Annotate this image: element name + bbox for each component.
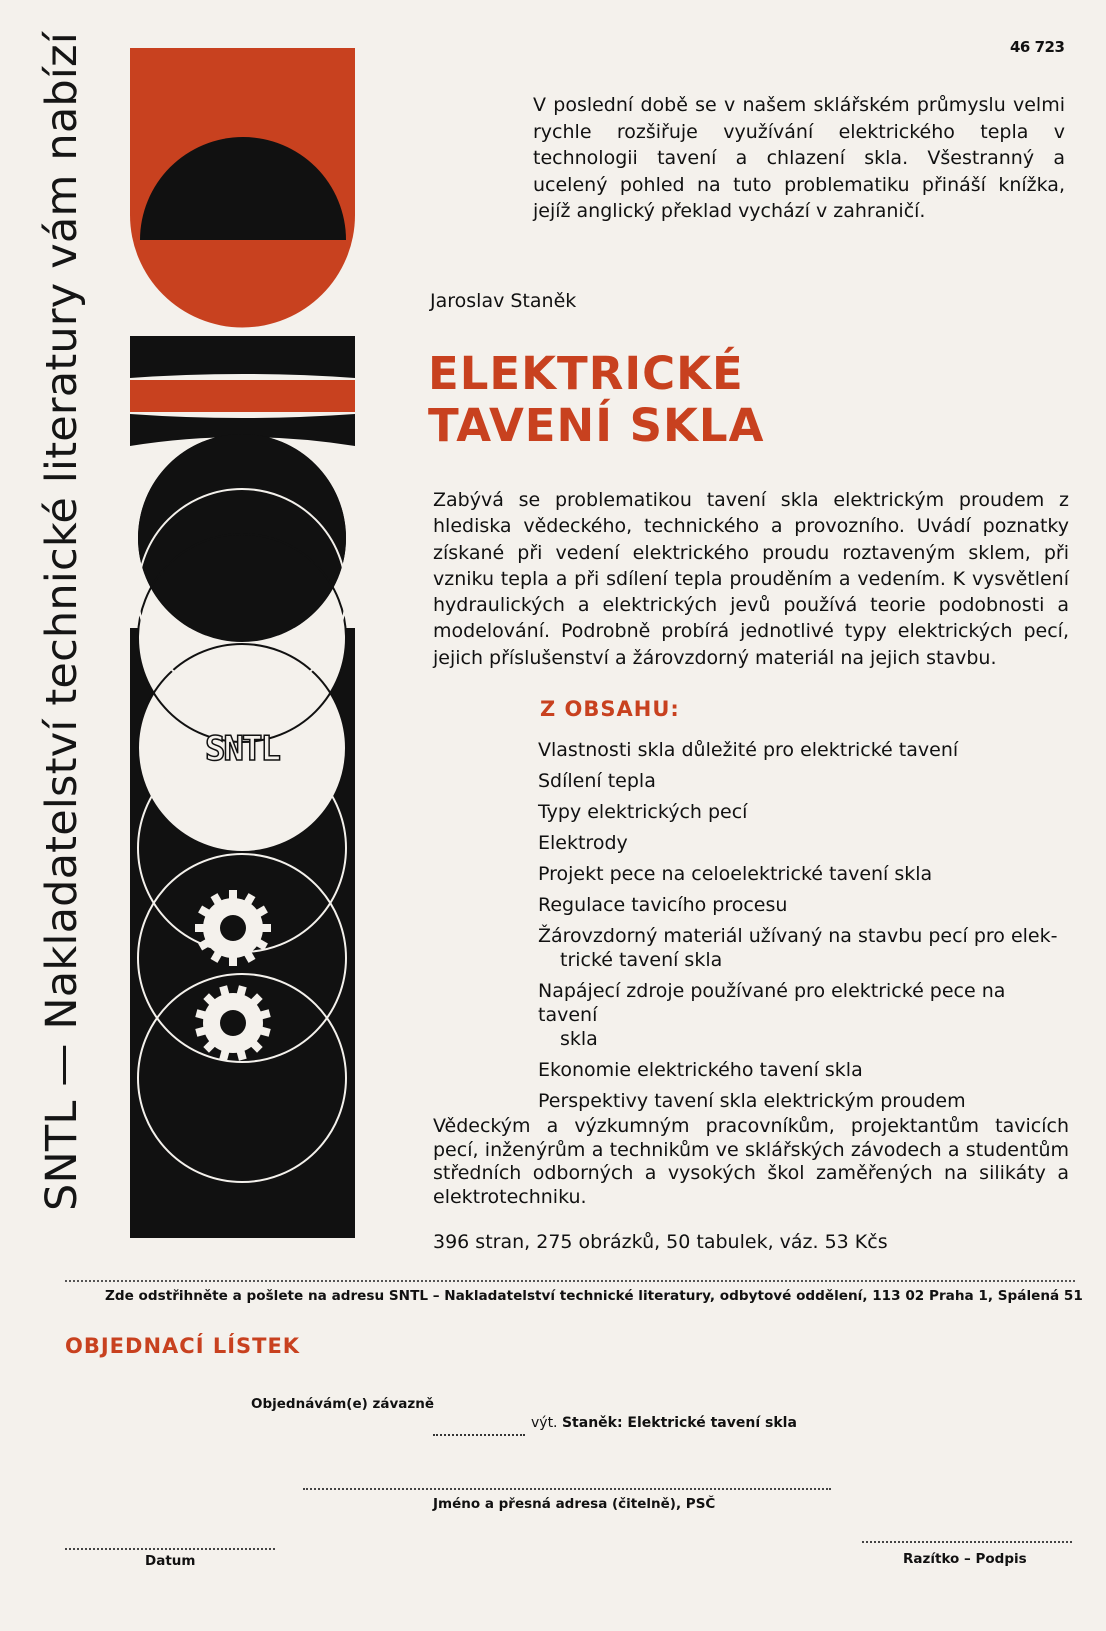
- contents-list: [538, 738, 1070, 1120]
- page-number: 46 723: [1010, 38, 1065, 56]
- signature-label: Razítko – Podpis: [903, 1551, 1027, 1567]
- name-address-label: Jméno a přesná adresa (čitelně), PSČ: [433, 1496, 716, 1512]
- intro-paragraph: V poslední době se v našem sklářském průmyslu velmi rychle rozšiřuje využívání elektrického tepla v technologii tavení a chlazení skla. Všestranný a ucelený pohled na tuto problematiku přináší knížka, jejíž anglický překlad vychází v zahraničí.: [533, 94, 1065, 222]
- book-info: 396 stran, 275 obrázků, 50 tabulek, váz. 53 Kčs: [433, 1231, 888, 1253]
- date-label: Datum: [145, 1553, 196, 1569]
- list-item: Sdílení tepla: [538, 770, 656, 792]
- list-item: Napájecí zdroje používané pro elektrické pece na tavení skla: [538, 980, 1006, 1050]
- side-banner: SNTL — Nakladatelství technické literatury vám nabízí: [37, 32, 87, 1211]
- book-description: Zabývá se problematikou tavení skla elektrickým proudem z hlediska vědeckého, technického a provozního. Uvádí poznatky získané při vedení elektrického proudu roztaveným sklem, při vzniku tepla a při sdílení tepla prouděním a vedením. K vysvětlení hydraulických a elektrických jevů používá teorie podobnosti a modelování. Podrobně probírá jednotlivé typy elektrických pecí, jejich příslušenství a žárovzdorný materiál na jejich stavbu.: [433, 489, 1069, 669]
- order-item: [531, 1415, 797, 1431]
- list-item: Vlastnosti skla důležité pro elektrické tavení: [538, 739, 959, 761]
- cut-instruction: Zde odstřihněte a pošlete na adresu SNTL – Nakladatelství technické literatury, odbytové oddělení, 113 02 Praha 1, Spálená 51: [105, 1288, 1083, 1304]
- list-item: Žárovzdorný materiál užívaný na stavbu pecí pro elek- trické tavení skla: [538, 925, 1058, 971]
- book-title: [428, 348, 1028, 452]
- list-item: Typy elektrických pecí: [538, 801, 748, 823]
- signature-field[interactable]: [862, 1541, 1072, 1543]
- orange-bar: [130, 380, 355, 412]
- name-address-field[interactable]: [303, 1488, 831, 1490]
- list-item: Elektrody: [538, 832, 628, 854]
- cover-artwork: [130, 48, 355, 1238]
- contents-heading: Z OBSAHU:: [540, 697, 680, 721]
- title-line-1: ELEKTRICKÉ: [428, 347, 744, 400]
- date-field[interactable]: [65, 1548, 275, 1550]
- order-form-title: OBJEDNACÍ LÍSTEK: [65, 1334, 301, 1358]
- order-label: Objednávám(e) závazně: [251, 1396, 434, 1412]
- cut-line: [65, 1280, 1075, 1282]
- order-item-title: Staněk: Elektrické tavení skla: [561, 1415, 797, 1431]
- author-name: Jaroslav Staněk: [430, 290, 577, 312]
- order-item-prefix: výt.: [531, 1415, 558, 1431]
- cover-logo: SNTL: [205, 729, 279, 769]
- title-line-2: TAVENÍ SKLA: [428, 399, 765, 452]
- audience-paragraph: Vědeckým a výzkumným pracovníkům, projektantům tavicích pecí, inženýrům a technikům ve sklářských závodech a studentům středních odborných a vysokých škol zaměřených na silikáty a elektrotechniku.: [433, 1115, 1069, 1208]
- list-item: Ekonomie elektrického tavení skla: [538, 1059, 863, 1081]
- list-item: Regulace tavicího procesu: [538, 894, 788, 916]
- black-bar-top: [130, 336, 355, 378]
- list-item: Perspektivy tavení skla elektrickým proudem: [538, 1090, 966, 1112]
- gear-icon: [195, 985, 270, 1060]
- quantity-field[interactable]: [433, 1434, 525, 1436]
- list-item: Projekt pece na celoelektrické tavení skla: [538, 863, 933, 885]
